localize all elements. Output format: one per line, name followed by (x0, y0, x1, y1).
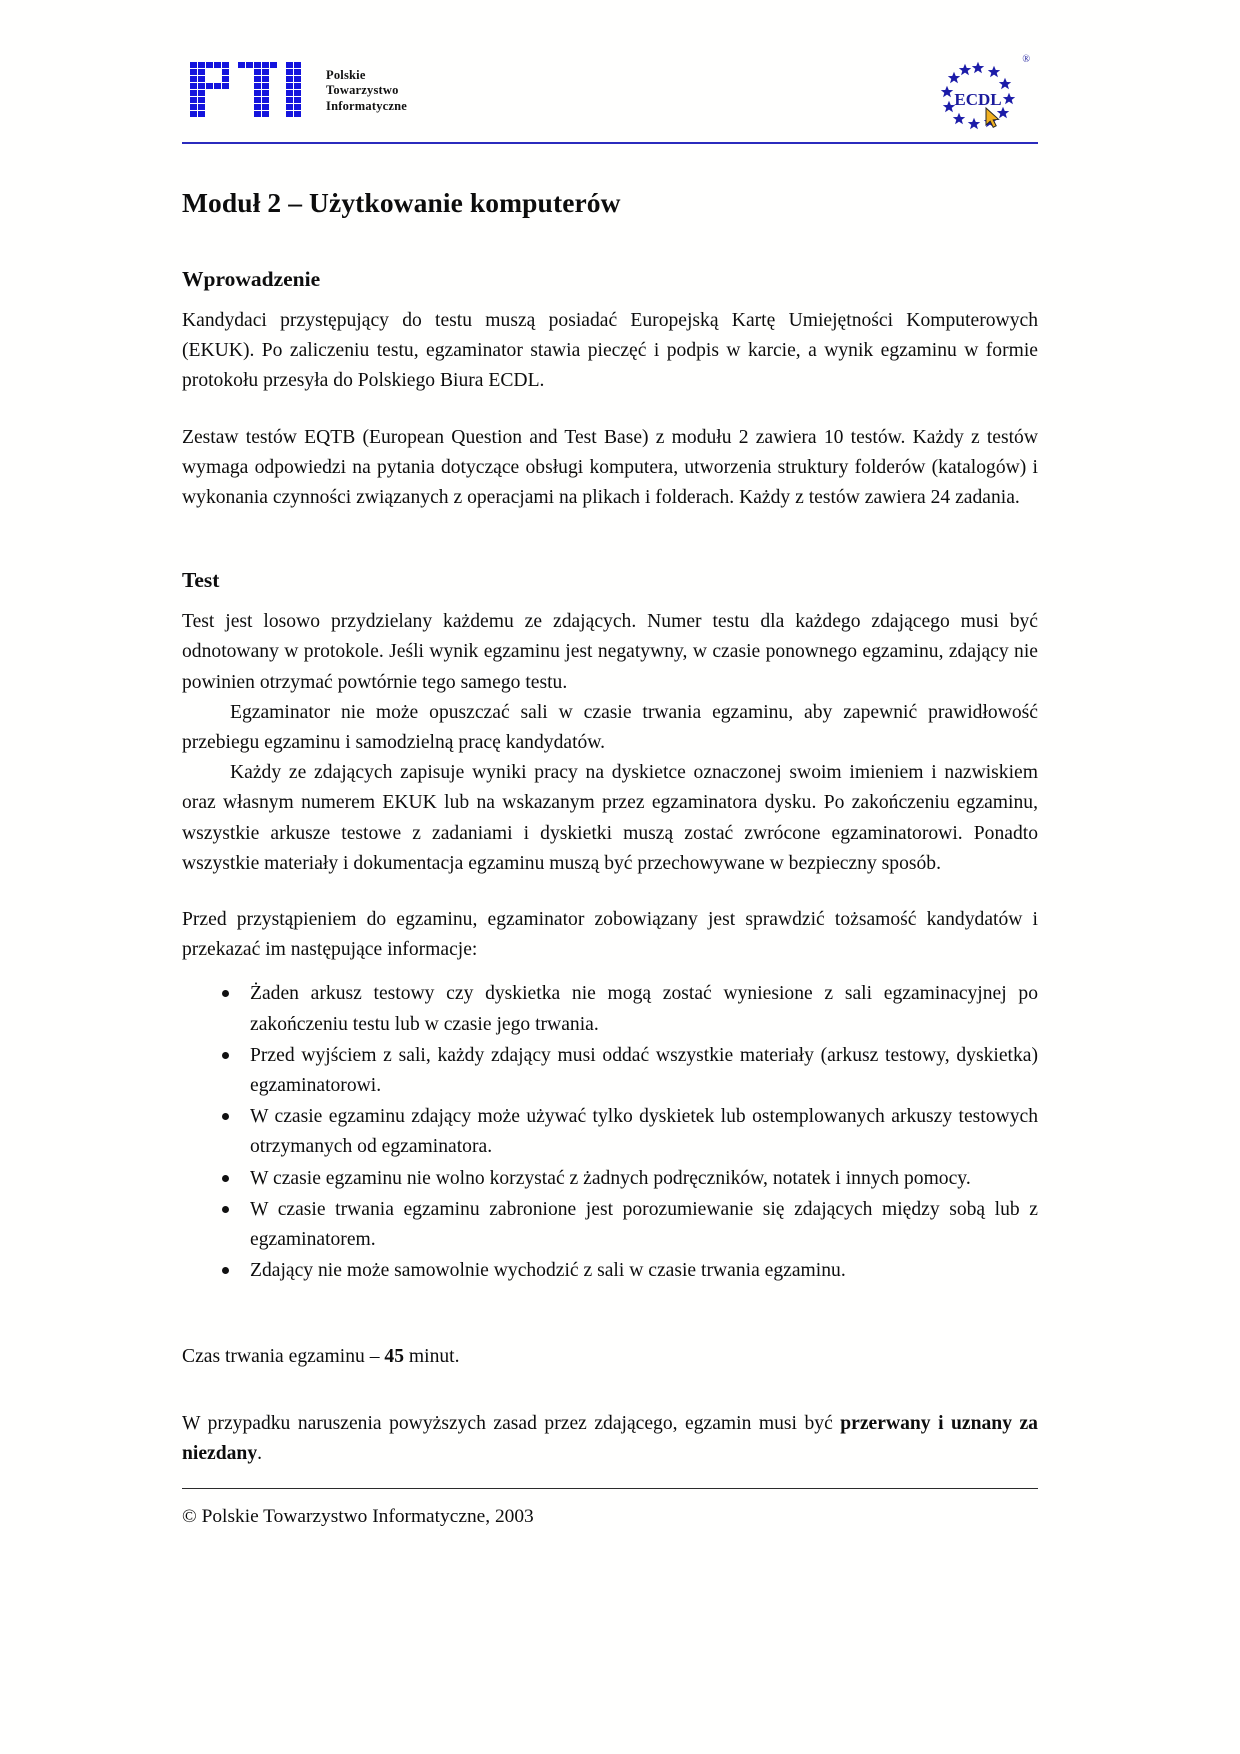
list-item (182, 979, 1038, 1039)
closing-emphasis: przerwany i uznany za niezdany (182, 1412, 1038, 1464)
paragraph-test-1: Test jest losowo przydzielany każdemu ze zdających. Numer testu dla każdego zdającego musi być odnotowany w protokole. Jeśli wynik egzaminu jest negatywny, w czasie ponownego egzaminu, zdający nie powinien otrzymać powtórnie tego samego testu. (182, 611, 1038, 693)
paragraph-intro-1: Kandydaci przystępujący do testu muszą posiadać Europejską Kartę Umiejętności Komputerowych (EKUK). Po zaliczeniu testu, egzaminator stawia pieczęć i podpis w karcie, a wynik egzaminu w formie protokołu przesyła do Polskiego Biura ECDL. (182, 310, 1038, 392)
bullet-icon (222, 990, 229, 997)
pti-name-line-1: Polskie (326, 67, 366, 82)
ecdl-stars-icon (924, 52, 1032, 136)
pti-name-line-2: Towarzystwo (326, 83, 399, 98)
list-item (182, 1102, 1038, 1162)
list-item-text: Żaden arkusz testowy czy dyskietka nie mogą zostać wyniesione z sali egzaminacyjnej po zakończeniu testu lub w czasie jego trwania. (250, 983, 1038, 1035)
registered-trademark-icon: ® (1022, 54, 1030, 65)
section-heading-test: Test (182, 568, 220, 593)
footer-divider (182, 1488, 1038, 1489)
closing-prefix: W przypadku naruszenia powyższych zasad przez zdającego, egzamin musi być (182, 1412, 841, 1434)
ecdl-logo (924, 52, 1032, 136)
paragraph-test-2: Egzaminator nie może opuszczać sali w czasie trwania egzaminu, aby zapewnić prawidłowość przebiegu egzaminu i samodzielną pracę kandydatów. (182, 701, 1038, 754)
list-item (182, 1164, 1038, 1194)
footer-copyright: © Polskie Towarzystwo Informatyczne, 2003 (182, 1506, 534, 1527)
duration-suffix: minut. (404, 1346, 460, 1368)
svg-text:ECDL: ECDL (954, 90, 1002, 109)
closing-suffix: . (257, 1442, 263, 1464)
pti-logo (190, 62, 407, 120)
pti-pixel-logo-icon (190, 62, 312, 120)
list-item-text: W czasie egzaminu zdający może używać tylko dyskietek lub ostemplowanych arkuszy testowych otrzymanych od egzaminatora. (250, 1106, 1038, 1158)
bullet-icon (222, 1113, 229, 1120)
pti-name-block (326, 68, 407, 115)
list-item (182, 1256, 1038, 1286)
bullet-icon (222, 1267, 229, 1274)
rules-list (182, 979, 1038, 1286)
paragraph-intro-2: Zestaw testów EQTB (European Question and Test Base) z modułu 2 zawiera 10 testów. Każdy z testów wymaga odpowiedzi na pytania dotyczące obsługi komputera, utworzenia struktury folderów (katalogów) i wykonania czynności związanych z operacjami na plikach i folderach. Każdy z testów zawiera 24 zadania. (182, 426, 1038, 509)
pti-name-line-3: Informatyczne (326, 98, 408, 113)
bullet-icon (222, 1206, 229, 1213)
paragraph-test-3: Każdy ze zdających zapisuje wyniki pracy na dyskietce oznaczonej swoim imieniem i nazwiskiem oraz własnym numerem EKUK lub na wskazanym przez egzaminatora dysku. Po zakończeniu egzaminu, wszystkie arkusze testowe z zadaniami i dyskietki muszą zostać zwrócone egzaminatorowi. Ponadto wszystkie materiały i dokumentacja egzaminu muszą być przechowywane w bezpieczny sposób. (182, 762, 1038, 874)
closing-warning (182, 1409, 1038, 1469)
header-divider (182, 142, 1038, 144)
list-item-text: W czasie trwania egzaminu zabronione jest porozumiewanie się zdających między sobą lub z egzaminatorem. (250, 1198, 1038, 1251)
bullet-icon (222, 1175, 229, 1182)
list-item-text: W czasie egzaminu nie wolno korzystać z żadnych podręczników, notatek i innych pomocy. (250, 1167, 971, 1189)
paragraph-before-rules: Przed przystąpieniem do egzaminu, egzaminator zobowiązany jest sprawdzić tożsamość kandydatów i przekazać im następujące informacje: (182, 909, 1038, 961)
page-header (182, 52, 1038, 144)
list-item (182, 1195, 1038, 1255)
bullet-icon (222, 1052, 229, 1059)
document-body (182, 186, 1038, 1469)
list-item-text: Przed wyjściem z sali, każdy zdający musi oddać wszystkie materiały (arkusz testowy, dyskietka) egzaminatorowi. (250, 1044, 1038, 1097)
duration-value: 45 (384, 1346, 404, 1368)
section-heading-wprowadzenie: Wprowadzenie (182, 267, 321, 291)
list-item (182, 1041, 1038, 1101)
list-item-text: Zdający nie może samowolnie wychodzić z sali w czasie trwania egzaminu. (250, 1260, 846, 1282)
duration-prefix: Czas trwania egzaminu – (182, 1346, 385, 1368)
exam-duration-line (182, 1342, 1038, 1372)
page-title: Moduł 2 – Użytkowanie komputerów (182, 187, 621, 218)
